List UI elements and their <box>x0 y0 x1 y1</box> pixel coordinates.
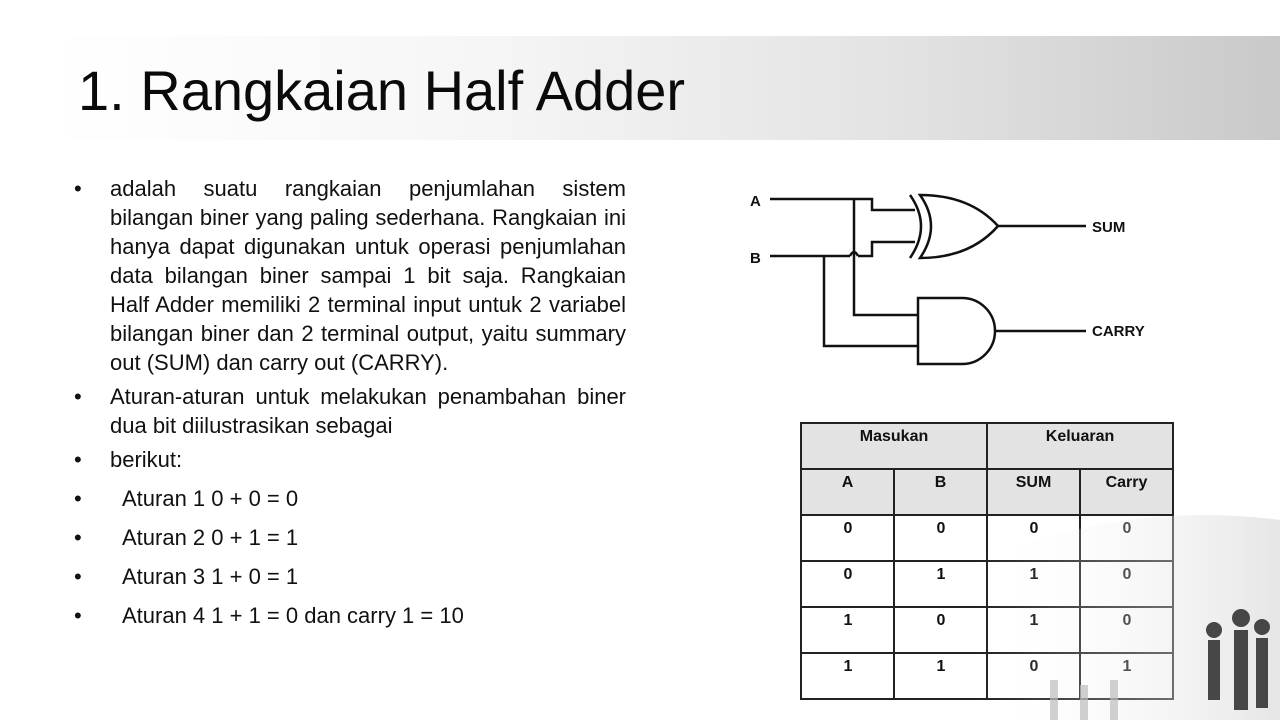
xor-gate <box>920 195 998 258</box>
slide-title: 1. Rangkaian Half Adder <box>78 59 686 122</box>
decorative-people-background <box>980 480 1280 720</box>
col-carry: Carry <box>1080 469 1173 515</box>
cell: 0 <box>987 515 1080 561</box>
cell: 0 <box>894 515 987 561</box>
wire-b <box>770 242 915 256</box>
cell: 0 <box>801 515 894 561</box>
cell: 1 <box>801 653 894 699</box>
bullet-definition: • adalah suatu rangkaian penjumlahan sistem bilangan biner yang paling sederhana. Rangkaian ini hanya dapat digunakan untuk operasi penjumlahan data bilangan biner sampai 1 bit saja. Rangkaian Half Adder memiliki 2 terminal input untuk 2 variabel bilangan biner dan 2 terminal output, yaitu summary out (SUM) dan carry out (CARRY). <box>70 174 626 377</box>
col-a: A <box>801 469 894 515</box>
cell: 0 <box>801 561 894 607</box>
bullet-rule-3: • Aturan 3 1 + 0 = 1 <box>70 562 626 591</box>
bullet-berikut: • berikut: <box>70 445 626 474</box>
col-b: B <box>894 469 987 515</box>
cell: 1 <box>801 607 894 653</box>
cell: 1 <box>894 653 987 699</box>
cell: 0 <box>894 607 987 653</box>
label-b: B <box>750 250 761 267</box>
bullet-rules-intro: • Aturan-aturan untuk melakukan penambahan biner dua bit diilustrasikan sebagai <box>70 382 626 440</box>
wire-a <box>770 199 915 210</box>
bullet-rule-2: • Aturan 2 0 + 1 = 1 <box>70 523 626 552</box>
header-masukan: Masukan <box>801 423 987 469</box>
label-sum: SUM <box>1092 219 1126 236</box>
xor-gate-back <box>910 195 921 258</box>
header-keluaran: Keluaran <box>987 423 1173 469</box>
bullet-rule-1: • Aturan 1 0 + 0 = 0 <box>70 484 626 513</box>
bullet-list <box>70 174 626 640</box>
half-adder-circuit <box>740 180 1180 380</box>
wire-b-to-and <box>824 256 918 346</box>
and-gate <box>918 298 995 364</box>
label-carry: CARRY <box>1092 323 1145 340</box>
bullet-rule-4: • Aturan 4 1 + 1 = 0 dan carry 1 = 10 <box>70 601 626 630</box>
label-a: A <box>750 193 761 210</box>
col-sum: SUM <box>987 469 1080 515</box>
cell: 1 <box>894 561 987 607</box>
